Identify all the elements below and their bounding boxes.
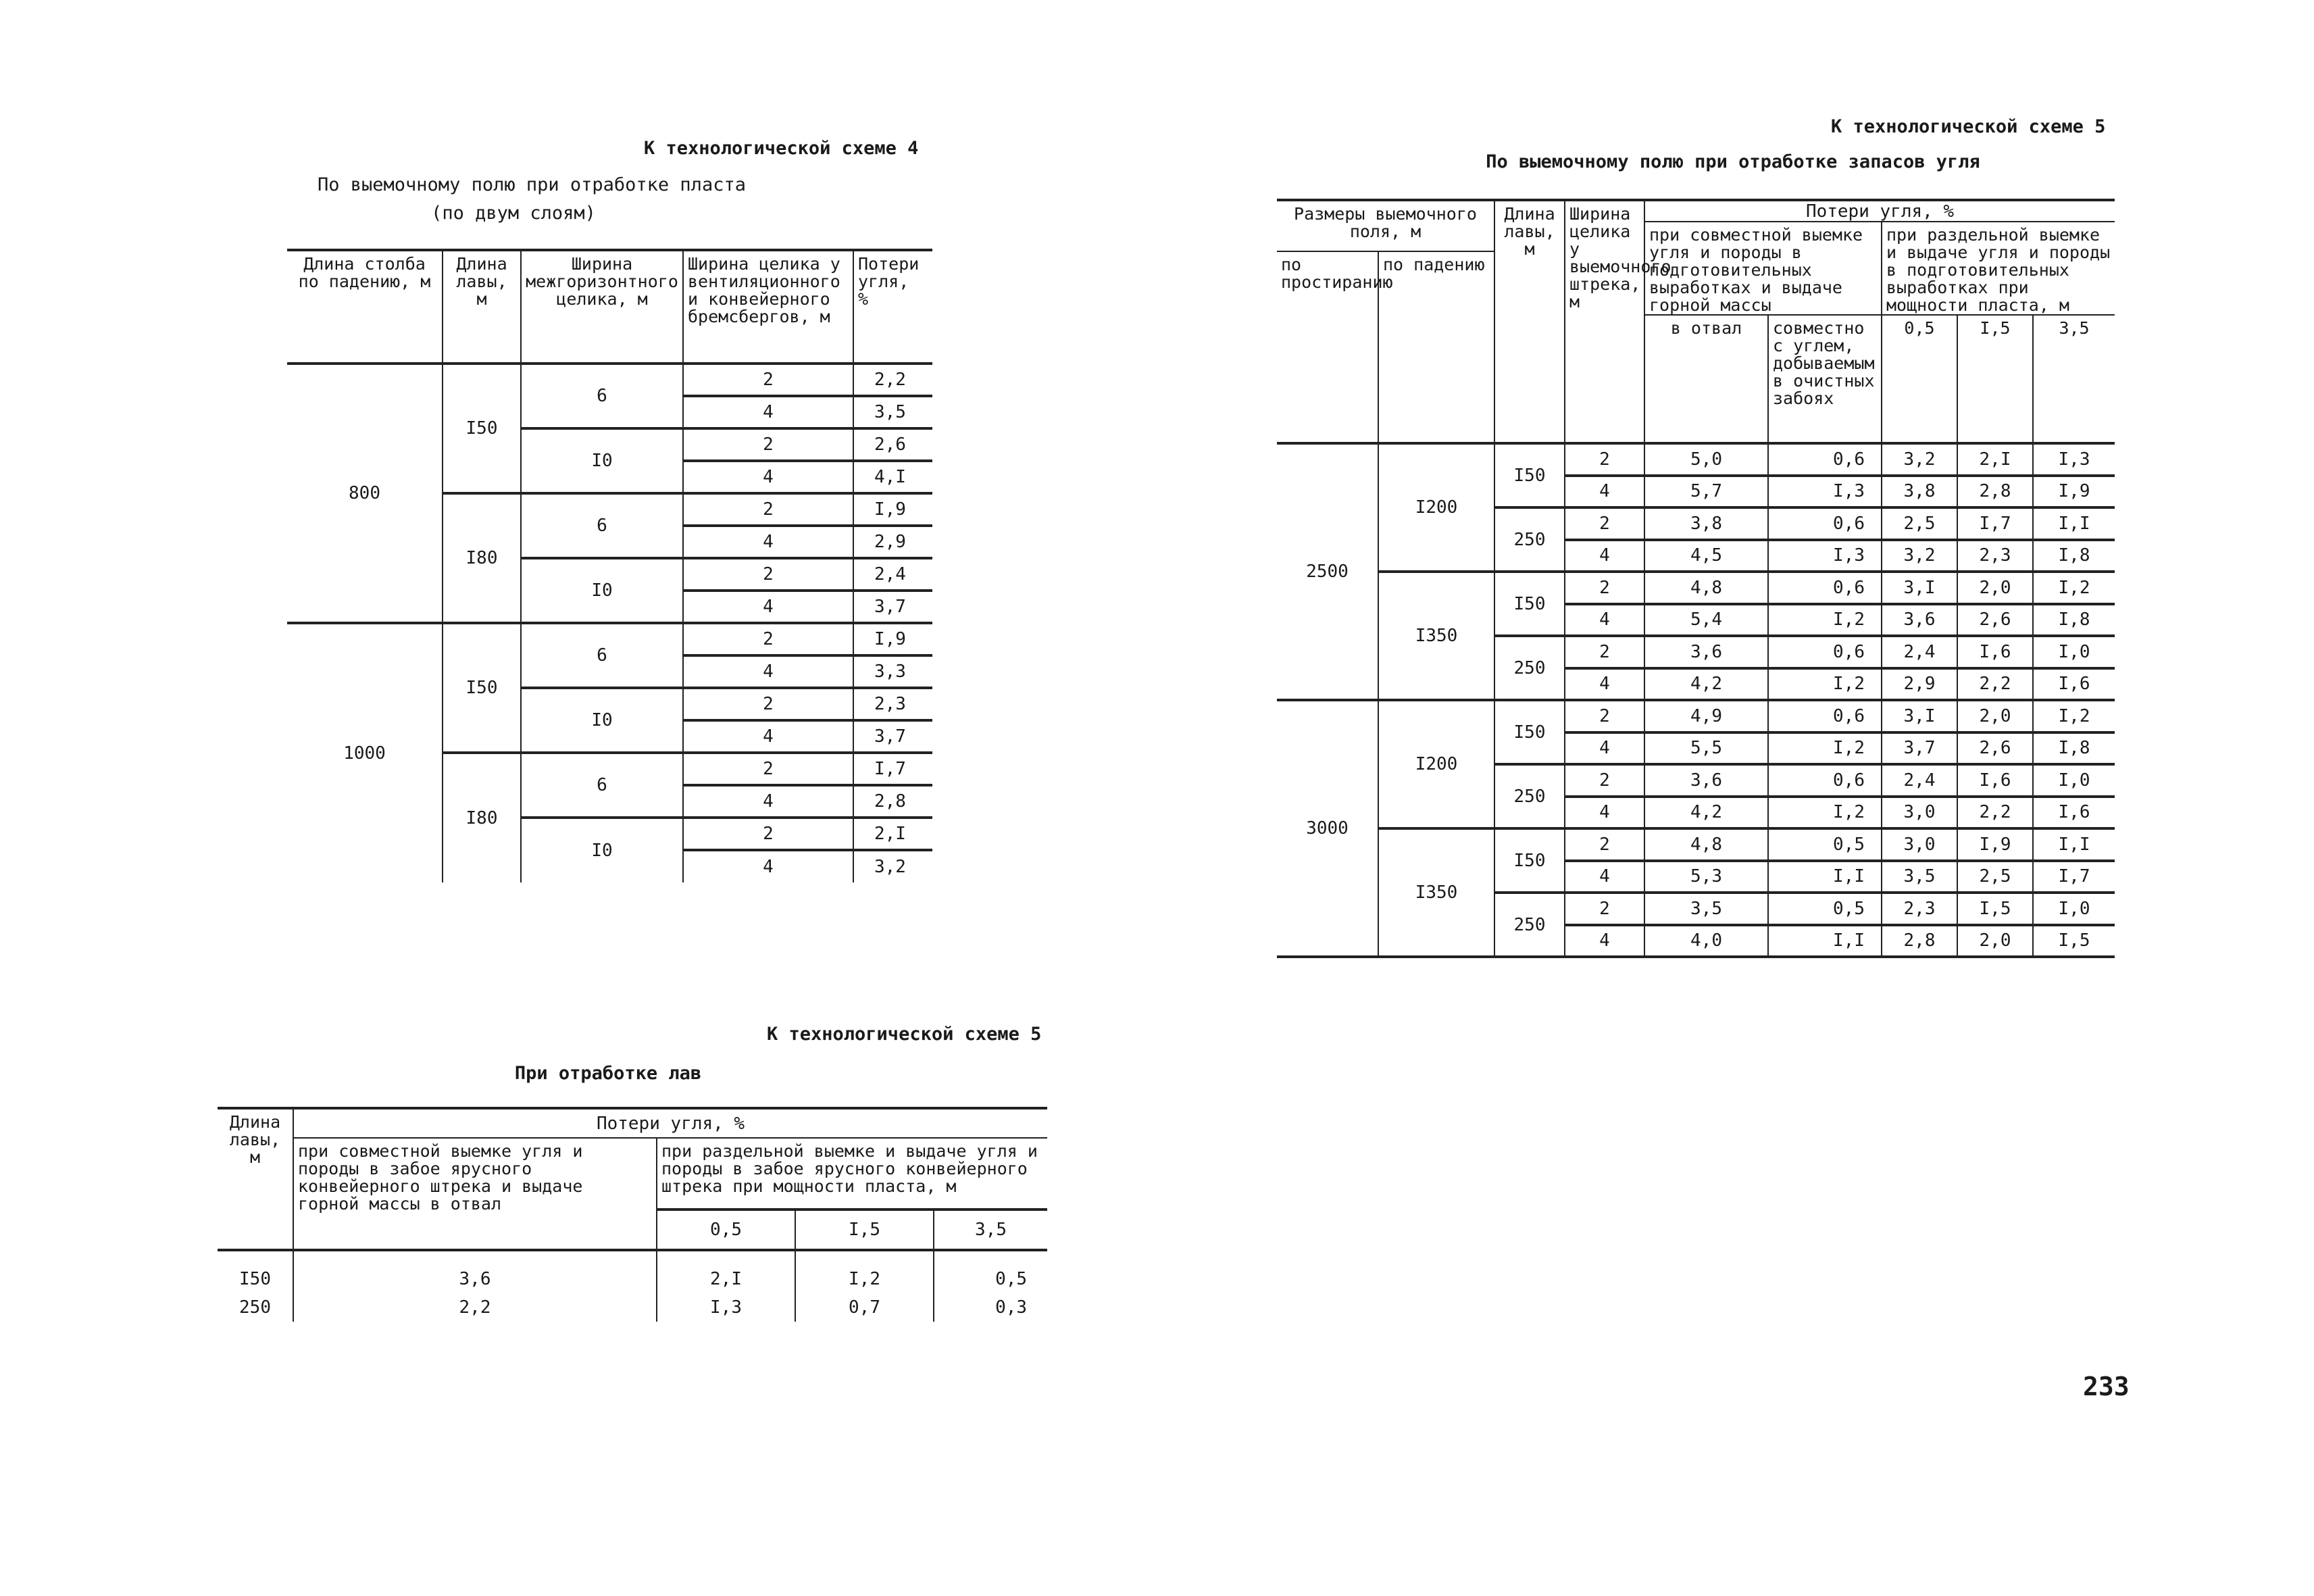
t3-separate-value: 2,0 [1957, 572, 2033, 604]
t3-subtitle: По выемочному полю при отработке запасов угля [1486, 151, 1980, 172]
t3-pillar-width: 2 [1565, 572, 1644, 604]
t3-pillar-width: 4 [1565, 797, 1644, 829]
t3-col-thk-2: 3,5 [2033, 315, 2115, 443]
t3-separate-value: 2,0 [1957, 700, 2033, 732]
t3-separate-value: I,9 [1957, 828, 2033, 861]
t1-loss-value: 3,7 [853, 591, 932, 623]
t3-together-value: 0,6 [1768, 572, 1882, 604]
t2-separate-value: 0,3 [934, 1293, 1047, 1322]
t3-separate-value: I,2 [2033, 700, 2115, 732]
t1-table [287, 249, 932, 882]
t2-col-lava-length: Длина лавы, м [218, 1108, 293, 1250]
t1-bremsberg-width: 2 [683, 818, 853, 850]
t3-separate-value: 2,I [1957, 443, 2033, 476]
t3-separate-value: 3,5 [1882, 861, 1957, 893]
t3-separate-value: 3,0 [1882, 828, 1957, 861]
t3-lava-length: I50 [1494, 572, 1565, 636]
t1-loss-value: 2,9 [853, 526, 932, 558]
t1-bremsberg-width: 4 [683, 720, 853, 753]
t3-dump-value: 4,5 [1644, 540, 1768, 572]
t3-separate-value: 2,8 [1957, 476, 2033, 508]
t3-separate-value: I,0 [2033, 636, 2115, 668]
t3-dump-value: 3,8 [1644, 507, 1768, 540]
t1-loss-value: 3,7 [853, 720, 932, 753]
t3-separate-value: 2,3 [1957, 540, 2033, 572]
t2-joint-value: 2,2 [293, 1293, 657, 1322]
t3-separate-value: 2,5 [1957, 861, 2033, 893]
t3-together-value: 0,5 [1768, 893, 1882, 925]
t1-pillar-width: 6 [521, 753, 683, 818]
t3-pillar-width: 2 [1565, 700, 1644, 732]
t3-together-value: I,I [1768, 925, 1882, 957]
t3-dump-value: 5,4 [1644, 604, 1768, 637]
t3-dump-value: 4,0 [1644, 925, 1768, 957]
t3-pillar-width: 2 [1565, 893, 1644, 925]
t2-row [218, 1265, 1047, 1293]
t3-separate-value: I,0 [2033, 764, 2115, 797]
t3-together-value: 0,6 [1768, 700, 1882, 732]
t3-dump-value: 5,0 [1644, 443, 1768, 476]
t3-separate-value: I,8 [2033, 540, 2115, 572]
t3-dip-length: I200 [1378, 700, 1494, 828]
t3-separate-value: I,5 [2033, 925, 2115, 957]
t3-separate-value: 2,3 [1882, 893, 1957, 925]
t3-together-value: I,3 [1768, 540, 1882, 572]
t3-separate-value: I,6 [2033, 668, 2115, 701]
t3-dump-value: 4,2 [1644, 668, 1768, 701]
t1-pillar-width: I0 [521, 428, 683, 493]
t1-loss-value: 2,4 [853, 558, 932, 591]
t3-together-value: I,I [1768, 861, 1882, 893]
t3-pillar-width: 4 [1565, 861, 1644, 893]
t1-bremsberg-width: 2 [683, 688, 853, 720]
t3-col-dip: по падению [1378, 251, 1494, 443]
t1-bremsberg-width: 4 [683, 461, 853, 493]
t1-loss-value: 2,6 [853, 428, 932, 461]
t3-separate-value: I,2 [2033, 572, 2115, 604]
t1-loss-value: 2,I [853, 818, 932, 850]
t1-loss-value: 4,I [853, 461, 932, 493]
t2-col-thk-2: 3,5 [934, 1210, 1047, 1250]
t1-loss-value: 3,3 [853, 655, 932, 688]
t3-col-thk-1: I,5 [1957, 315, 2033, 443]
t2-separate-value: 0,7 [795, 1293, 934, 1322]
t3-separate-value: 3,I [1882, 700, 1957, 732]
t3-separate-value: I,6 [1957, 636, 2033, 668]
t3-lava-length: 250 [1494, 507, 1565, 572]
t1-loss-value: I,9 [853, 623, 932, 655]
t1-pillar-width: 6 [521, 493, 683, 558]
t3-dump-value: 4,8 [1644, 828, 1768, 861]
t2-col-joint: при совместной выемке угля и породы в забое ярусного конвейерного штрека и выдаче горной массы в отвал [293, 1138, 657, 1250]
t3-col-thk-0: 0,5 [1882, 315, 1957, 443]
t3-row [1277, 828, 2115, 861]
t1-col-inter-horizon-pillar: Ширина межгоризонтного целика, м [521, 250, 683, 364]
t1-bremsberg-width: 4 [683, 591, 853, 623]
t1-lava-length: I50 [443, 364, 521, 493]
t3-dump-value: 5,7 [1644, 476, 1768, 508]
t3-col-separate: при раздельной выемке и выдаче угля и породы в подготовительных выработках при мощности пласта, м [1882, 222, 2115, 315]
t3-col-dump: в отвал [1644, 315, 1768, 443]
t2-lava-length: 250 [239, 1297, 271, 1318]
t1-col-lava-length: Длина лавы, м [443, 250, 521, 364]
t1-bremsberg-width: 4 [683, 655, 853, 688]
t3-pillar-width: 2 [1565, 764, 1644, 797]
t3-separate-value: 2,2 [1957, 668, 2033, 701]
t3-dump-value: 4,2 [1644, 797, 1768, 829]
t1-bremsberg-width: 4 [683, 396, 853, 428]
t1-row [287, 364, 932, 396]
t2-row [218, 1293, 1047, 1322]
t3-separate-value: 3,I [1882, 572, 1957, 604]
t2-separate-value: I,2 [795, 1265, 934, 1293]
t1-loss-value: 3,2 [853, 850, 932, 882]
t3-pillar-width: 4 [1565, 540, 1644, 572]
t3-pillar-width: 4 [1565, 732, 1644, 765]
t3-col-lava: Длина лавы, м [1494, 200, 1565, 443]
t3-dump-value: 3,6 [1644, 764, 1768, 797]
t1-column-length: 1000 [343, 743, 386, 764]
t1-row [287, 623, 932, 655]
t1-pillar-width: 6 [521, 364, 683, 428]
t1-heading: К технологической схеме 4 [644, 138, 919, 159]
t2-col-loss: Потери угля, % [293, 1108, 1047, 1138]
t3-lava-length: I50 [1494, 700, 1565, 764]
t1-bremsberg-width: 2 [683, 623, 853, 655]
t3-pillar-width: 2 [1565, 828, 1644, 861]
t1-loss-value: I,7 [853, 753, 932, 785]
t3-separate-value: 2,2 [1957, 797, 2033, 829]
t1-pillar-width: 6 [521, 623, 683, 688]
t3-separate-value: 3,2 [1882, 540, 1957, 572]
t2-separate-value: 0,5 [934, 1265, 1047, 1293]
t3-together-value: 0,5 [1768, 828, 1882, 861]
t3-pillar-width: 4 [1565, 668, 1644, 701]
t3-separate-value: 3,8 [1882, 476, 1957, 508]
t1-bremsberg-width: 2 [683, 364, 853, 396]
t2-heading: К технологической схеме 5 [767, 1024, 1042, 1045]
t3-together-value: I,2 [1768, 604, 1882, 637]
t3-separate-value: I,7 [2033, 861, 2115, 893]
t3-lava-length: 250 [1494, 764, 1565, 828]
t3-table [1277, 199, 2115, 958]
t1-col-bremsberg-pillar: Ширина целика у вентиляционного и конвейерного бремсбергов, м [683, 250, 853, 364]
t3-pillar-width: 4 [1565, 476, 1644, 508]
t3-strike-length: 3000 [1277, 700, 1378, 957]
t3-pillar-width: 2 [1565, 636, 1644, 668]
t1-lava-length: I50 [443, 623, 521, 753]
t3-separate-value: 2,0 [1957, 925, 2033, 957]
t3-lava-length: 250 [1494, 893, 1565, 957]
t3-separate-value: I,9 [2033, 476, 2115, 508]
t3-pillar-width: 4 [1565, 925, 1644, 957]
t3-separate-value: 2,5 [1882, 507, 1957, 540]
t1-bremsberg-width: 2 [683, 753, 853, 785]
t1-column-length: 800 [287, 364, 443, 623]
t3-col-joint: при совместной выемке угля и породы в подготовительных выработках и выдаче горной массы [1644, 222, 1882, 315]
t3-dip-length: I350 [1378, 828, 1494, 957]
t3-dump-value: 4,8 [1644, 572, 1768, 604]
t3-separate-value: I,6 [2033, 797, 2115, 829]
t2-joint-value: 3,6 [293, 1265, 657, 1293]
t1-pillar-width: I0 [521, 818, 683, 882]
t3-together-value: 0,6 [1768, 507, 1882, 540]
t1-subtitle: По выемочному полю при отработке пласта [318, 174, 746, 195]
t3-separate-value: I,8 [2033, 732, 2115, 765]
t3-separate-value: 2,4 [1882, 636, 1957, 668]
t2-lava-length: I50 [239, 1269, 271, 1289]
t1-bremsberg-width: 4 [683, 526, 853, 558]
t3-dip-length: I200 [1378, 443, 1494, 572]
t3-heading: К технологической схеме 5 [1831, 116, 2106, 137]
t1-bremsberg-width: 4 [683, 850, 853, 882]
t3-strike-length: 2500 [1277, 443, 1378, 700]
t1-bremsberg-width: 2 [683, 493, 853, 526]
t3-separate-value: 2,4 [1882, 764, 1957, 797]
t3-lava-length: I50 [1494, 828, 1565, 893]
t3-row [1277, 572, 2115, 604]
t3-separate-value: 3,6 [1882, 604, 1957, 637]
t3-separate-value: I,I [2033, 507, 2115, 540]
t1-col-loss: Потери угля, % [853, 250, 932, 364]
t1-lava-length: I80 [443, 753, 521, 882]
t3-together-value: I,2 [1768, 797, 1882, 829]
t3-col-field: Размеры выемочного поля, м [1277, 200, 1494, 251]
t3-pillar-width: 2 [1565, 443, 1644, 476]
t3-dump-value: 5,5 [1644, 732, 1768, 765]
t2-separate-value: 2,I [657, 1265, 795, 1293]
t3-lava-length: I50 [1494, 443, 1565, 507]
t3-separate-value: 2,9 [1882, 668, 1957, 701]
t3-col-together: совместно с углем, добываемым в очистных забоях [1768, 315, 1882, 443]
t3-col-loss: Потери угля, % [1644, 200, 2115, 222]
t1-pillar-width: I0 [521, 688, 683, 753]
t3-dip-length: I350 [1378, 572, 1494, 700]
t3-together-value: 0,6 [1768, 764, 1882, 797]
t3-col-strike: по простиранию [1281, 255, 1393, 292]
t3-separate-value: 2,6 [1957, 604, 2033, 637]
page-number: 233 [2083, 1372, 2130, 1401]
t3-together-value: 0,6 [1768, 636, 1882, 668]
t3-dump-value: 3,5 [1644, 893, 1768, 925]
t2-col-thk-0: 0,5 [657, 1210, 795, 1250]
t1-col-column-length: Длина столба по падению, м [287, 250, 443, 364]
t2-col-thk-1: I,5 [795, 1210, 934, 1250]
t3-row [1277, 700, 2115, 732]
t2-col-separate: при раздельной выемке и выдаче угля и породы в забое ярусного конвейерного штрека при мощности пласта, м [657, 1138, 1047, 1210]
t3-separate-value: 3,2 [1882, 443, 1957, 476]
t3-separate-value: I,I [2033, 828, 2115, 861]
t3-separate-value: I,5 [1957, 893, 2033, 925]
t2-separate-value: I,3 [657, 1293, 795, 1322]
t1-loss-value: I,9 [853, 493, 932, 526]
t3-separate-value: I,6 [1957, 764, 2033, 797]
t3-together-value: I,2 [1768, 668, 1882, 701]
t3-row [1277, 443, 2115, 476]
t3-separate-value: I,8 [2033, 604, 2115, 637]
t1-bremsberg-width: 4 [683, 785, 853, 818]
t1-loss-value: 2,2 [853, 364, 932, 396]
t3-separate-value: I,3 [2033, 443, 2115, 476]
t1-lava-length: I80 [443, 493, 521, 623]
t1-bremsberg-width: 2 [683, 428, 853, 461]
t2-subtitle: При отработке лав [514, 1063, 702, 1084]
t3-separate-value: 3,7 [1882, 732, 1957, 765]
t3-separate-value: 3,0 [1882, 797, 1957, 829]
t3-pillar-width: 4 [1565, 604, 1644, 637]
t3-col-pillar: Ширина целика у выемочного штрека, м [1565, 200, 1644, 443]
t1-loss-value: 3,5 [853, 396, 932, 428]
t3-separate-value: 2,8 [1882, 925, 1957, 957]
t3-separate-value: I,7 [1957, 507, 2033, 540]
t2-table [218, 1107, 1047, 1322]
t3-pillar-width: 2 [1565, 507, 1644, 540]
t3-separate-value: I,0 [2033, 893, 2115, 925]
t1-subtitle-2: (по двум слоям) [431, 203, 596, 224]
t3-together-value: 0,6 [1768, 443, 1882, 476]
t1-bremsberg-width: 2 [683, 558, 853, 591]
t3-dump-value: 3,6 [1644, 636, 1768, 668]
t3-together-value: I,3 [1768, 476, 1882, 508]
t1-pillar-width: I0 [521, 558, 683, 623]
t3-together-value: I,2 [1768, 732, 1882, 765]
t3-separate-value: 2,6 [1957, 732, 2033, 765]
t3-dump-value: 5,3 [1644, 861, 1768, 893]
t3-lava-length: 250 [1494, 636, 1565, 700]
t1-loss-value: 2,8 [853, 785, 932, 818]
t3-dump-value: 4,9 [1644, 700, 1768, 732]
t1-loss-value: 2,3 [853, 688, 932, 720]
